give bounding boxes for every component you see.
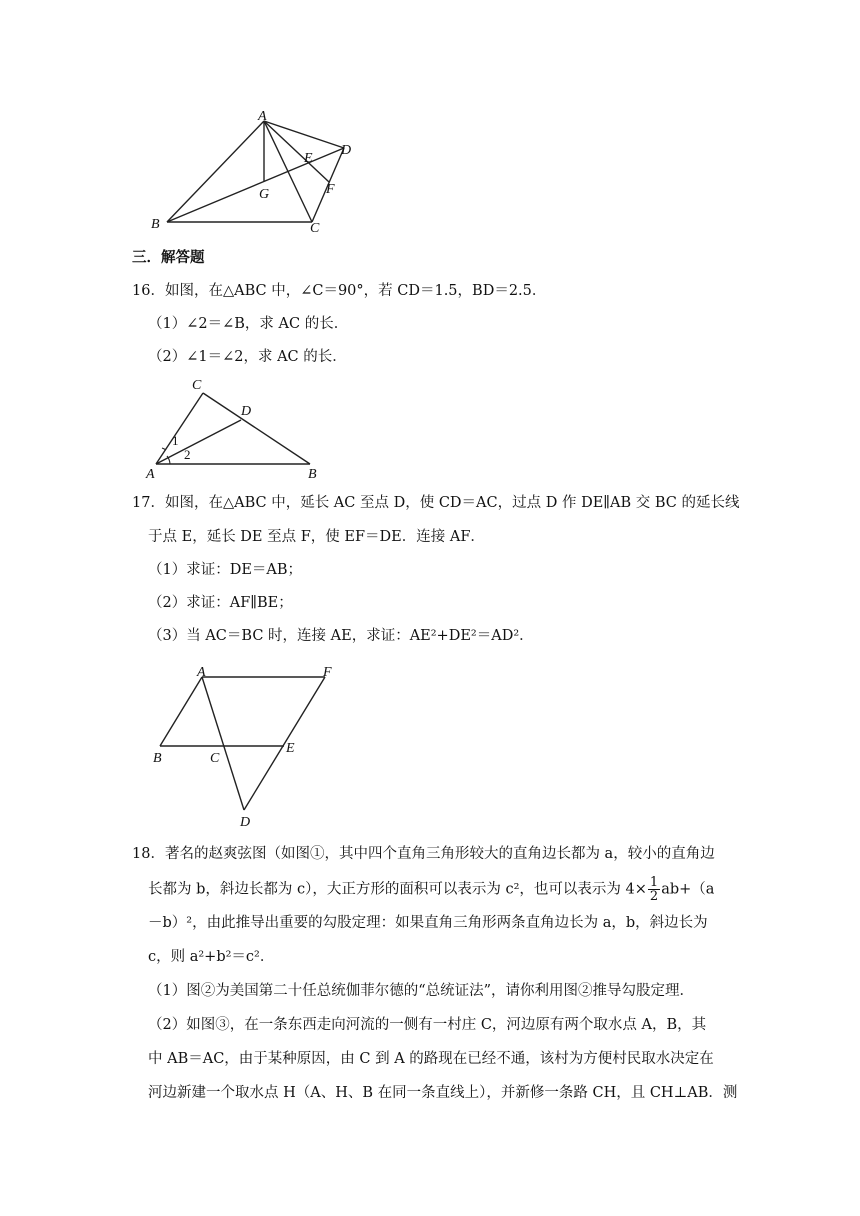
label-f: F	[326, 182, 335, 197]
segment-ad	[264, 121, 344, 148]
label-b: B	[308, 467, 317, 482]
label-b: B	[153, 751, 162, 766]
segment-fd	[244, 677, 325, 810]
fraction-one-half: $\frac{1}{2}$	[649, 875, 659, 904]
q18-line4: c，则 a²+b²＝c²．	[148, 949, 275, 965]
segment-ad	[156, 420, 241, 464]
label-c: C	[192, 378, 202, 393]
figure-q17	[145, 658, 355, 833]
q17-part1: （1）求证：DE＝AB；	[148, 562, 303, 578]
label-b: B	[151, 217, 160, 232]
angle-arc-1	[162, 448, 166, 450]
q16-part2: （2）∠1＝∠2，求 AC 的长．	[148, 349, 347, 365]
label-f: F	[323, 665, 332, 680]
figure-quadrilateral-abcd	[140, 108, 370, 238]
q18-part1: （1）图②为美国第二十任总统伽菲尔德的“总统证法”，请你利用图②推导勾股定理．	[148, 983, 695, 999]
section-heading: 三．解答题	[132, 249, 205, 266]
q17-part3: （3）当 AC＝BC 时，连接 AE，求证：AE²+DE²＝AD²．	[148, 628, 534, 644]
q16-stem: 16．如图，在△ABC 中，∠C＝90°，若 CD＝1.5，BD＝2.5．	[132, 283, 547, 299]
q16-part1: （1）∠2＝∠B，求 AC 的长．	[148, 316, 349, 332]
segment-ab	[160, 677, 202, 746]
segment-ab	[167, 121, 264, 222]
q18-line3: －b）²，由此推导出重要的勾股定理：如果直角三角形两条直角边长为 a，b，斜边长为	[148, 915, 708, 931]
label-a: A	[197, 665, 206, 680]
label-g: G	[259, 187, 270, 202]
q18-part2-line1: （2）如图③，在一条东西走向河流的一侧有一村庄 C，河边原有两个取水点 A，B，其	[148, 1017, 707, 1033]
segment-ac	[156, 393, 203, 464]
q17-stem-line2: 于点 E，延长 DE 至点 F，使 EF＝DE．连接 AF．	[148, 529, 485, 545]
q17-part2: （2）求证：AF∥BE；	[148, 595, 293, 611]
label-d: D	[240, 815, 251, 830]
figure-q16-triangle	[140, 378, 340, 482]
label-d: D	[341, 143, 352, 158]
segment-ad	[202, 677, 244, 810]
label-c: C	[310, 221, 320, 236]
label-e: E	[286, 741, 295, 756]
label-angle-1: 1	[172, 433, 179, 448]
label-a: A	[258, 109, 267, 124]
segment-af	[264, 121, 329, 182]
q18-line2	[148, 876, 714, 903]
label-e: E	[304, 151, 313, 166]
q17-stem-line1: 17．如图，在△ABC 中，延长 AC 至点 D，使 CD＝AC，过点 D 作 DE∥AB 交 BC 的延长线	[132, 495, 740, 511]
label-a: A	[146, 467, 155, 482]
label-c: C	[210, 751, 220, 766]
q18-part2-line3: 河边新建一个取水点 H（A、H、B 在同一条直线上），并新修一条路 CH，且 CH⊥AB．测	[148, 1085, 738, 1101]
segment-cb	[203, 393, 310, 464]
label-d: D	[241, 404, 252, 419]
label-angle-2: 2	[184, 447, 191, 462]
q18-line2-post: ab+（a	[661, 881, 715, 898]
q18-part2-line2: 中 AB＝AC，由于某种原因，由 C 到 A 的路现在已经不通，该村为方便村民取水决定在	[148, 1051, 714, 1067]
q18-line2-pre: 长都为 b，斜边长都为 c），大正方形的面积可以表示为 c²，也可以表示为 4×	[148, 881, 647, 898]
q18-line1: 18．著名的赵爽弦图（如图①，其中四个直角三角形较大的直角边长都为 a，较小的直角边	[132, 846, 715, 862]
